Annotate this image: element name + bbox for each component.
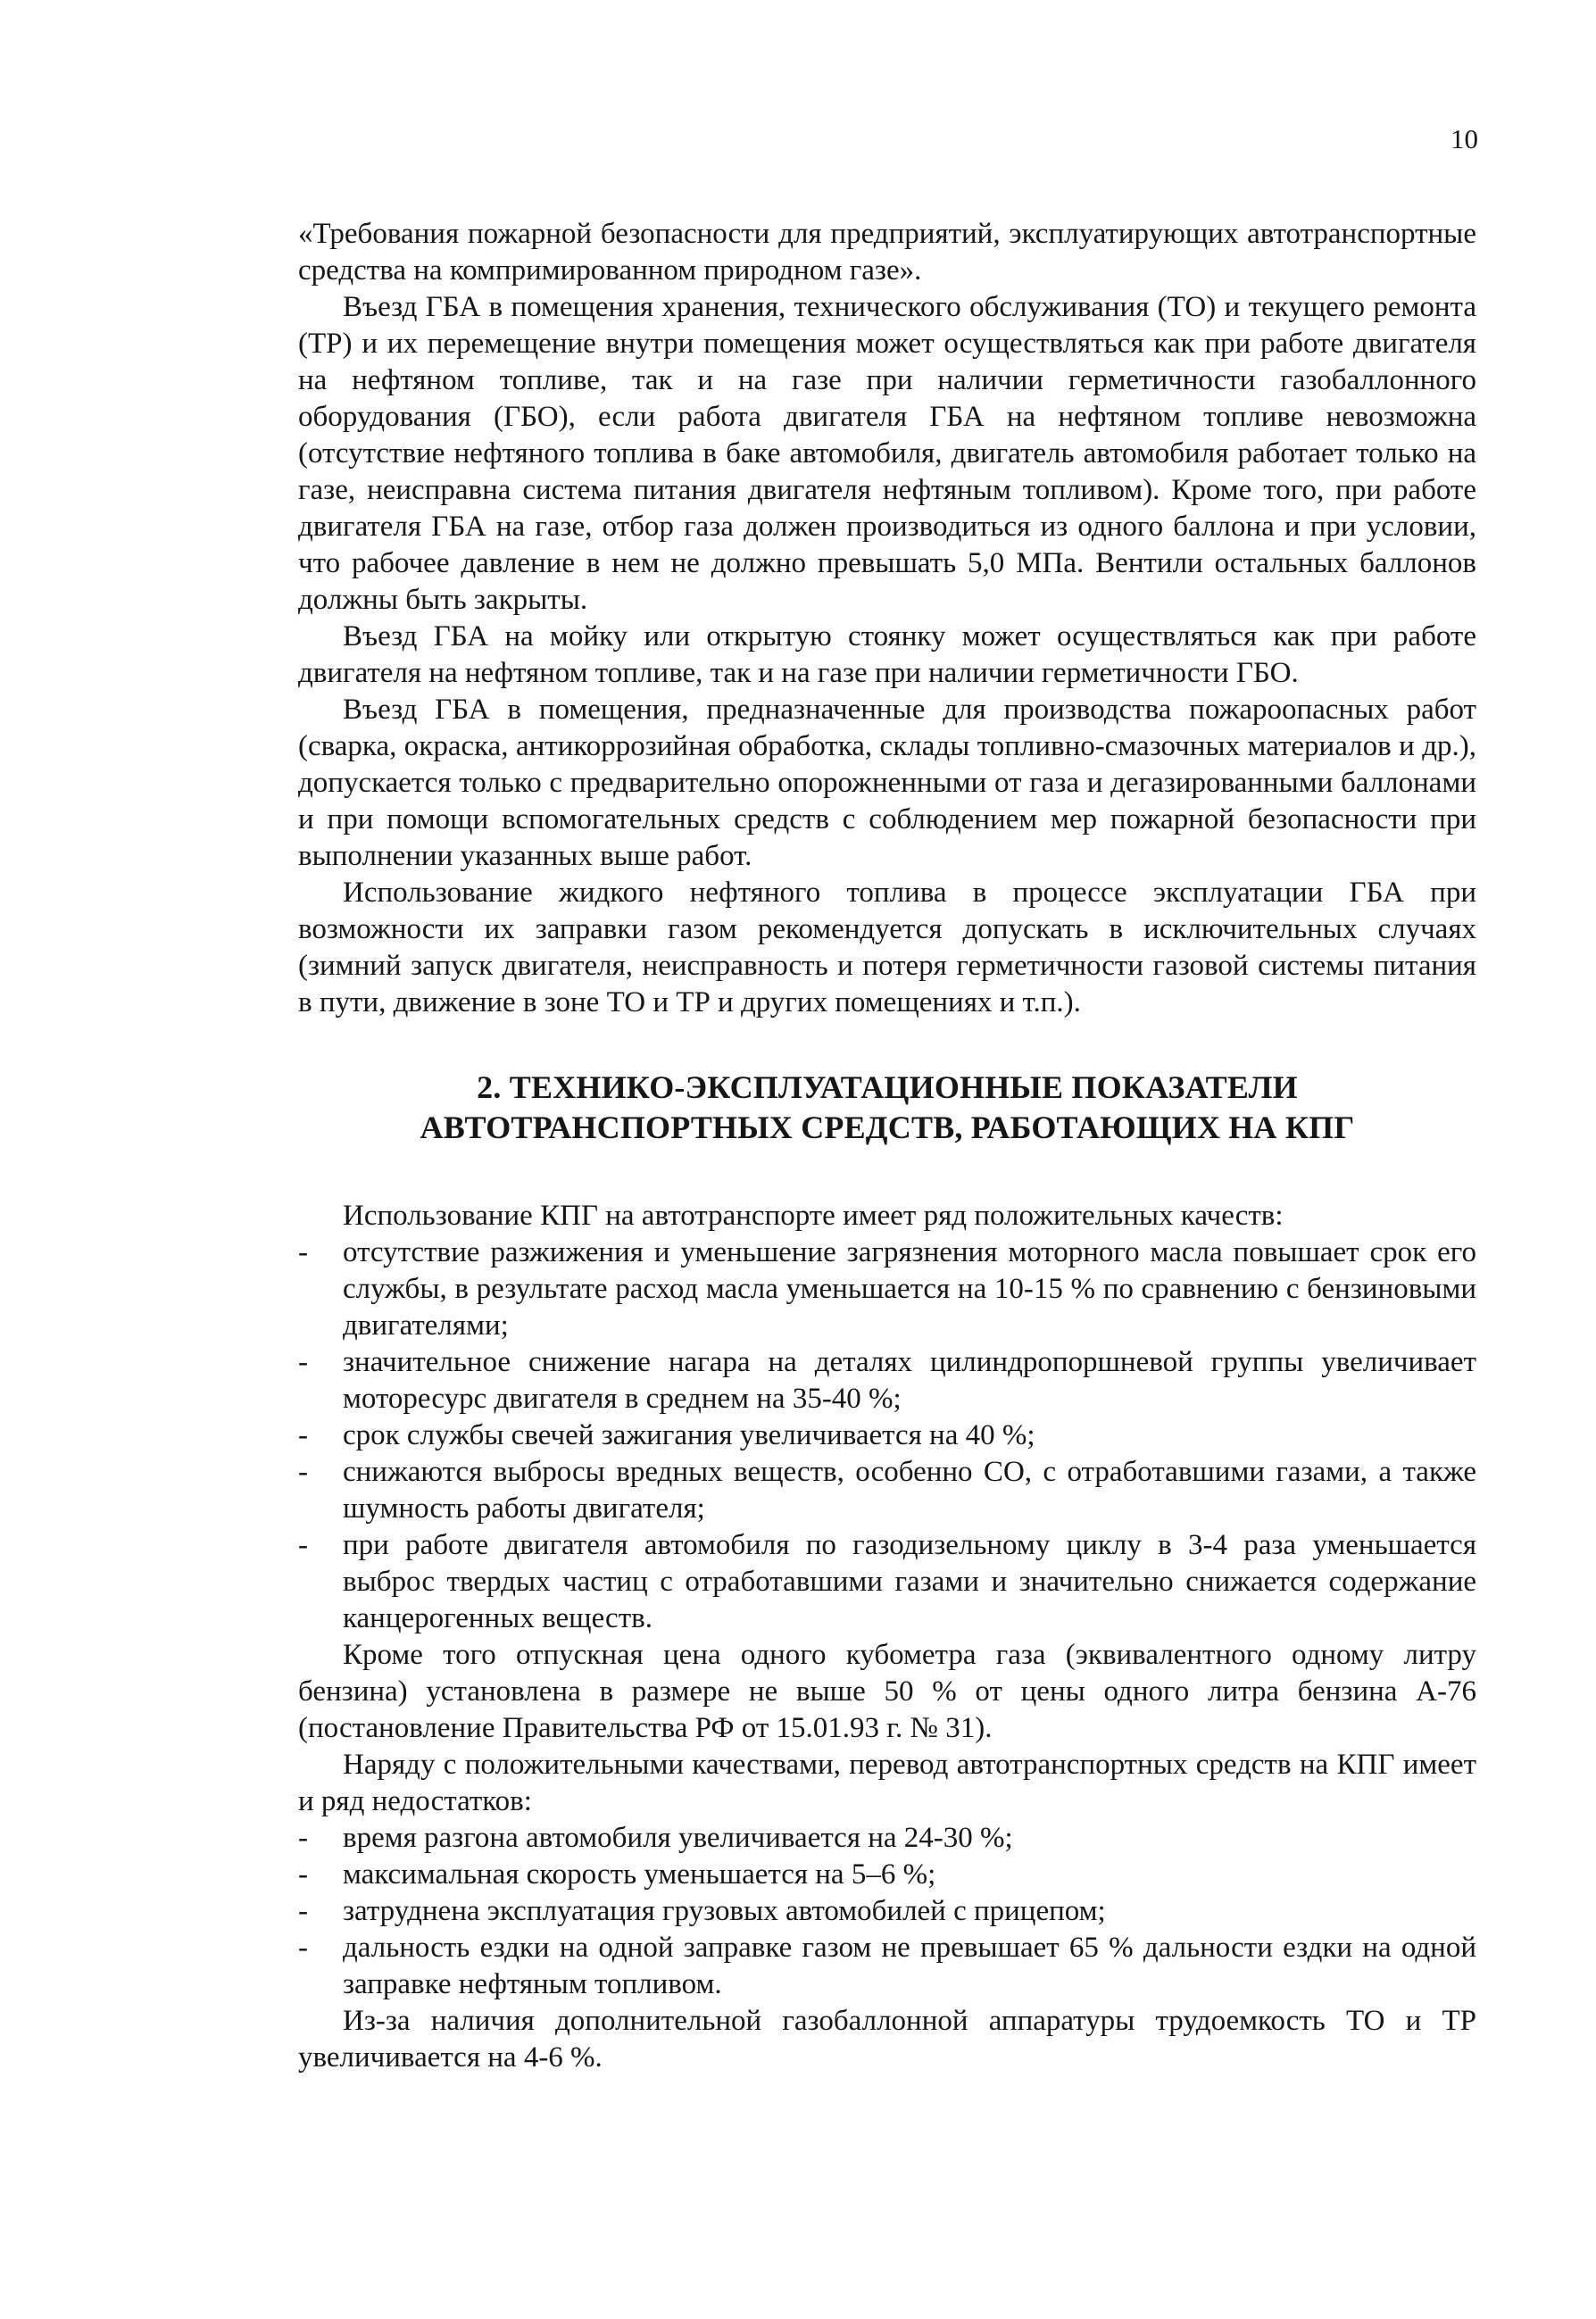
disadvantages-list: [298, 1820, 1476, 2003]
paragraph-gas-price: Кроме того отпускная цена одного кубометра газа (эквивалентного одному литру бензина) установлена в размере не выше 50 % от цены одного литра бензина А-76 (постановление Правительства РФ от 15.01.93 г. № 31).: [298, 1639, 1476, 1744]
paragraph-entry-storage: Въезд ГБА в помещения хранения, технического обслуживания (ТО) и текущего ремонта (ТР) и их перемещение внутри помещения может осуществляться как при работе двигателя на нефтяном топливе, так и на газе при наличии герметичности газобаллонного оборудования (ГБО), если работа двигателя ГБА на нефтяном топливе невозможна (отсутствие нефтяного топлива в баке автомобиля, двигатель автомобиля работает только на газе, неисправна система питания двигателя нефтяным топливом). Кроме того, при работе двигателя ГБА на газе, отбор газа должен производиться из одного баллона и при условии, что рабочее давление в нем не должно превышать 5,0 МПа. Вентили остальных баллонов должны быть закрыты.: [298, 291, 1476, 616]
list-item-text: затруднена эксплуатация грузовых автомобилей с прицепом;: [343, 1895, 1106, 1927]
paragraph-quote: «Требования пожарной безопасности для предприятий, эксплуатирующих автотранспортные средства на компримированном природном газе».: [298, 218, 1476, 287]
bullet-dash: -: [298, 1858, 308, 1891]
list-item: [298, 1454, 1476, 1527]
list-item: [298, 1857, 1476, 1893]
list-item-text: время разгона автомобиля увеличивается на 24-30 %;: [343, 1822, 1013, 1854]
list-item: [298, 1417, 1476, 1454]
bullet-dash: -: [298, 1932, 308, 1964]
advantages-list: [298, 1234, 1476, 1637]
bullet-dash: -: [298, 1529, 308, 1561]
list-item-text: при работе двигателя автомобиля по газодизельному циклу в 3-4 раза уменьшается выброс твердых частиц с отработавшими газами и значительно снижается содержание канцерогенных веществ.: [343, 1529, 1476, 1634]
bullet-dash: -: [298, 1822, 308, 1854]
bullet-dash: -: [298, 1895, 308, 1927]
list-item: [298, 1527, 1476, 1637]
document-body: [298, 216, 1476, 2076]
list-item: [298, 1234, 1476, 1344]
page-number: 10: [1451, 123, 1478, 154]
list-item-text: дальность ездки на одной заправке газом не превышает 65 % дальности ездки на одной заправке нефтяным топливом.: [343, 1932, 1476, 2000]
bullet-dash: -: [298, 1236, 308, 1268]
list-item-text: максимальная скорость уменьшается на 5–6 %;: [343, 1858, 936, 1891]
list-item-text: значительное снижение нагара на деталях цилиндропоршневой группы увеличивает моторесурс двигателя в среднем на 35-40 %;: [343, 1346, 1476, 1415]
section-heading: [298, 1068, 1476, 1148]
bullet-dash: -: [298, 1419, 308, 1451]
paragraph-entry-wash: Въезд ГБА на мойку или открытую стоянку может осуществляться как при работе двигателя на нефтяном топливе, так и на газе при наличии герметичности ГБО.: [298, 620, 1476, 689]
list-item-text: срок службы свечей зажигания увеличивается на 40 %;: [343, 1419, 1035, 1451]
paragraph-maintenance-labor: Из-за наличия дополнительной газобаллонной аппаратуры трудоемкость ТО и ТР увеличивается на 4-6 %.: [298, 2005, 1476, 2074]
list-item: [298, 1893, 1476, 1930]
list-item: [298, 1820, 1476, 1857]
paragraph-entry-hazard-rooms: Въезд ГБА в помещения, предназначенные для производства пожароопасных работ (сварка, окраска, антикоррозийная обработка, склады топливно-смазочных материалов и др.), допускается только с предварительно опорожненными от газа и дегазированными баллонами и при помощи вспомогательных средств с соблюдением мер пожарной безопасности при выполнении указанных выше работ.: [298, 694, 1476, 872]
list-item-text: снижаются выбросы вредных веществ, особенно СО, с отработавшими газами, а также шумность работы двигателя;: [343, 1456, 1476, 1525]
list-item-text: отсутствие разжижения и уменьшение загрязнения моторного масла повышает срок его службы, в результате расход масла уменьшается на 10-15 % по сравнению с бензиновыми двигателями;: [343, 1236, 1476, 1342]
bullet-dash: -: [298, 1456, 308, 1488]
section-heading-line-2: АВТОТРАНСПОРТНЫХ СРЕДСТВ, РАБОТАЮЩИХ НА КПГ: [420, 1110, 1355, 1145]
bullet-dash: -: [298, 1346, 308, 1378]
disadvantages-intro: Наряду с положительными качествами, перевод автотранспортных средств на КПГ имеет и ряд недостатков:: [298, 1749, 1476, 1817]
paragraph-liquid-fuel: Использование жидкого нефтяного топлива в процессе эксплуатации ГБА при возможности их заправки газом рекомендуется допускать в исключительных случаях (зимний запуск двигателя, неисправность и потеря герметичности газовой системы питания в пути, движение в зоне ТО и ТР и других помещениях и т.п.).: [298, 877, 1476, 1018]
advantages-intro: Использование КПГ на автотранспорте имеет ряд положительных качеств:: [343, 1200, 1284, 1232]
list-item: [298, 1930, 1476, 2003]
list-item: [298, 1344, 1476, 1417]
section-heading-line-1: 2. ТЕХНИКО-ЭКСПЛУАТАЦИОННЫЕ ПОКАЗАТЕЛИ: [477, 1069, 1298, 1105]
